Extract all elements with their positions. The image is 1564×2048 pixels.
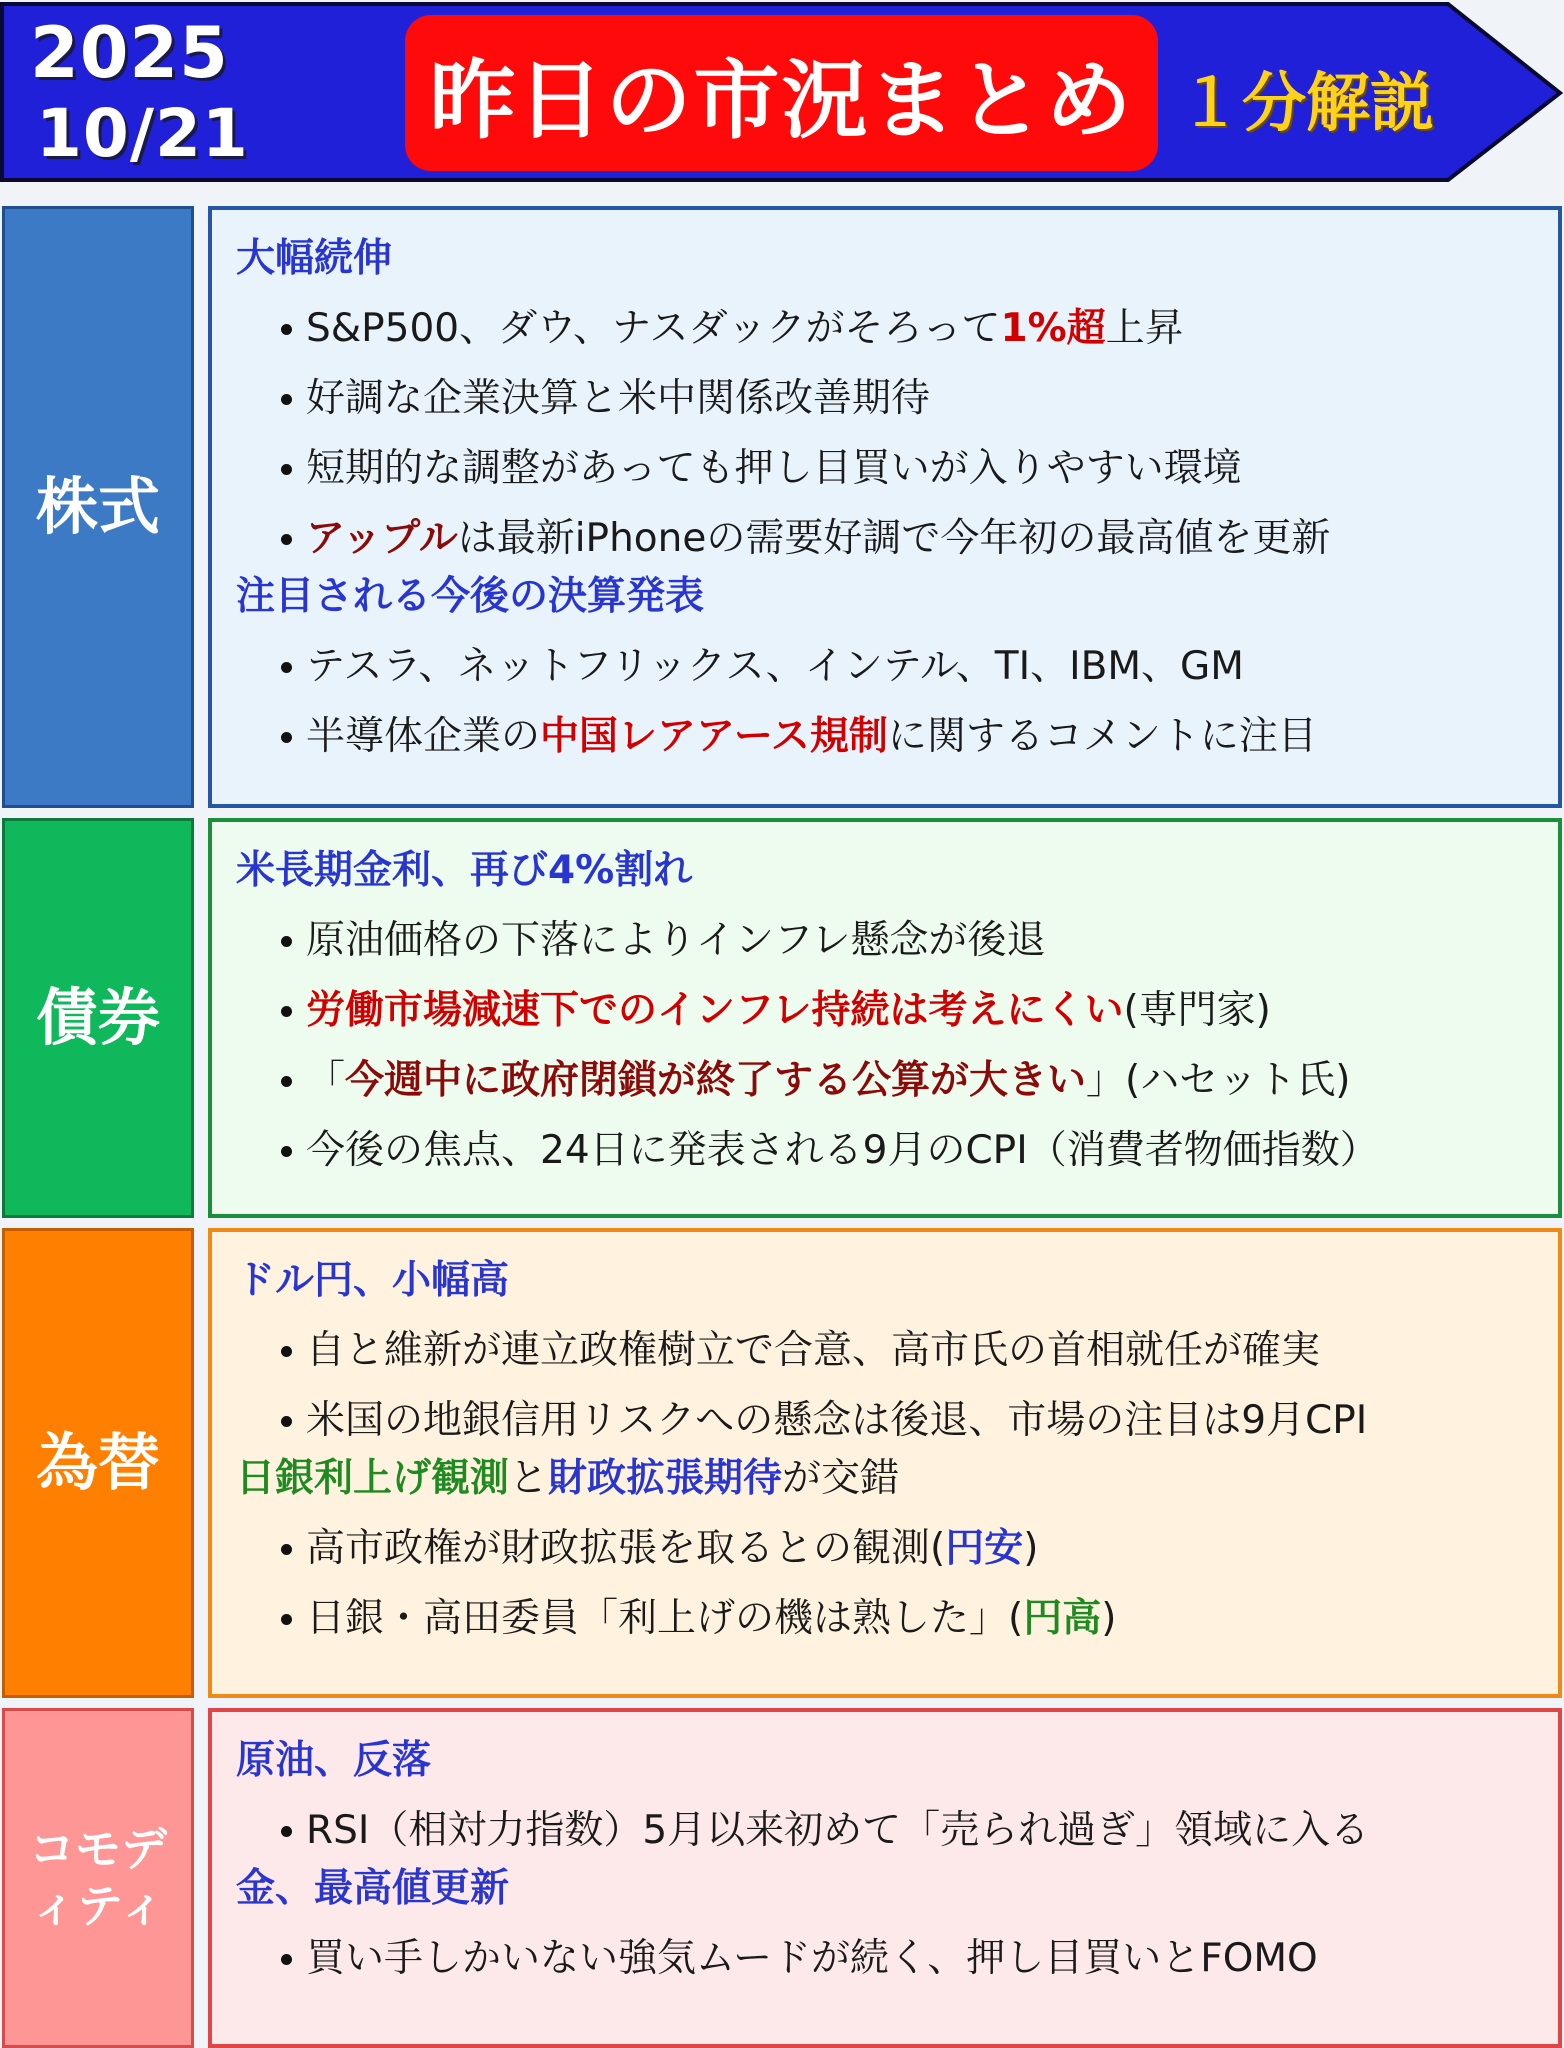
item-text: 米国の地銀信用リスクへの懸念は後退、市場の注目は9月CPI [306,1398,1368,1443]
item-text: 短期的な調整があっても押し目買いが入りやすい環境 [306,446,1242,491]
highlight-text: 今週中に政府閉鎖が終了する公算が大きい [345,1058,1087,1103]
item-text: と [509,1456,549,1501]
item-text: RSI（相対力指数）5月以来初めて「売られ過ぎ」領域に入る [306,1808,1370,1853]
item-text: 原油価格の下落によりインフレ懸念が後退 [306,918,1046,963]
bullet-icon [281,534,292,545]
section-label-fx: 為替 [2,1228,194,1698]
list-item [236,1316,1558,1386]
heading-earnings: 注目される今後の決算発表 [236,574,705,619]
section-body-commodities [208,1708,1562,2048]
list-item [236,294,1558,364]
list-item [236,504,1558,574]
highlight-text: 財政拡張期待 [548,1456,783,1501]
item-text: 」(ハセット氏) [1086,1058,1351,1103]
section-label-bonds: 債券 [2,818,194,1218]
section-body-bonds [208,818,1562,1218]
bullet-icon [281,1614,292,1625]
bullet-icon [281,1146,292,1157]
list-item [236,1514,1558,1584]
title-box [405,15,1158,171]
item-text: 今後の焦点、24日に発表される9月のCPI（消費者物価指数） [306,1128,1379,1173]
label-line: ィティ [30,1879,166,1933]
list-item [236,364,1558,434]
bullet-icon [281,1076,292,1087]
highlight-text: 労働市場減速下でのインフレ持続は考えにくい [306,988,1124,1033]
item-text: テスラ、ネットフリックス、インテル、TI、IBM、GM [306,644,1244,689]
item-text: が交錯 [782,1456,900,1501]
bullet-icon [281,732,292,743]
section-commodities [0,1708,1564,2048]
page-title: 昨日の市況まとめ [429,51,1134,151]
section-label-stocks: 株式 [2,206,194,808]
item-text: 自と維新が連立政権樹立で合意、高市氏の首相就任が確実 [306,1328,1321,1373]
highlight-text: 中国レアアース規制 [540,714,888,759]
list-item [236,1584,1558,1654]
highlight-text: 1%超 [1000,306,1106,351]
bullet-icon [281,1006,292,1017]
bullet-icon [281,1954,292,1965]
item-text: S&P500、ダウ、ナスダックがそろって [306,306,1001,351]
bullet-icon [281,464,292,475]
list-item [236,434,1558,504]
bullet-icon [281,324,292,335]
section-body-fx [208,1228,1562,1698]
section-body-stocks [208,206,1562,808]
list-item [236,1386,1558,1456]
section-label-commodities [2,1708,194,2048]
list-item [236,702,1558,772]
heading-oil: 原油、反落 [236,1738,432,1783]
heading-yields: 米長期金利、再び4%割れ [236,848,693,893]
item-text: 好調な企業決算と米中関係改善期待 [306,376,931,421]
date-year: 2025 [30,12,229,94]
list-item [236,1116,1558,1186]
item-text: は最新iPhoneの需要好調で今年初の最高値を更新 [457,516,1331,561]
section-fx [0,1228,1564,1698]
highlight-text: アップル [306,516,458,561]
list-item [236,976,1558,1046]
list-item [236,1796,1558,1866]
item-text: に関するコメントに注目 [887,714,1317,759]
item-text: 日銀・高田委員「利上げの機は熟した」( [306,1596,1024,1641]
bullet-icon [281,1346,292,1357]
bullet-icon [281,936,292,947]
item-text: 半導体企業の [306,714,541,759]
label-line: コモデ [29,1821,167,1876]
item-text: ) [1101,1596,1117,1641]
item-text: 買い手しかいない強気ムードが続く、押し目買いとFOMO [306,1936,1318,1981]
bullet-icon [281,394,292,405]
header-banner [0,0,1564,186]
heading-stocks-rally: 大幅続伸 [236,236,393,281]
item-text: 高市政権が財政拡張を取るとの観測( [306,1526,946,1571]
highlight-text: 円安 [945,1526,1024,1571]
bullet-icon [281,1416,292,1427]
heading-gold: 金、最高値更新 [236,1866,510,1911]
section-bonds [0,818,1564,1218]
list-item [236,1046,1558,1116]
list-item [236,906,1558,976]
item-text: ) [1023,1526,1039,1571]
bullet-icon [281,662,292,673]
heading-usdjpy: ドル円、小幅高 [236,1258,510,1303]
bullet-icon [281,1826,292,1837]
item-text: (専門家) [1123,988,1271,1033]
highlight-text: 円高 [1023,1596,1102,1641]
list-item [236,1924,1558,1994]
item-text: 上昇 [1105,306,1184,351]
highlight-text: 日銀利上げ観測 [236,1456,510,1501]
bullet-icon [281,1544,292,1555]
list-item [236,632,1558,702]
date-month-day: 10/21 [36,95,249,172]
item-text: 「 [306,1058,346,1103]
section-stocks [0,206,1564,808]
page-subtitle: １分解説 [1178,67,1434,141]
